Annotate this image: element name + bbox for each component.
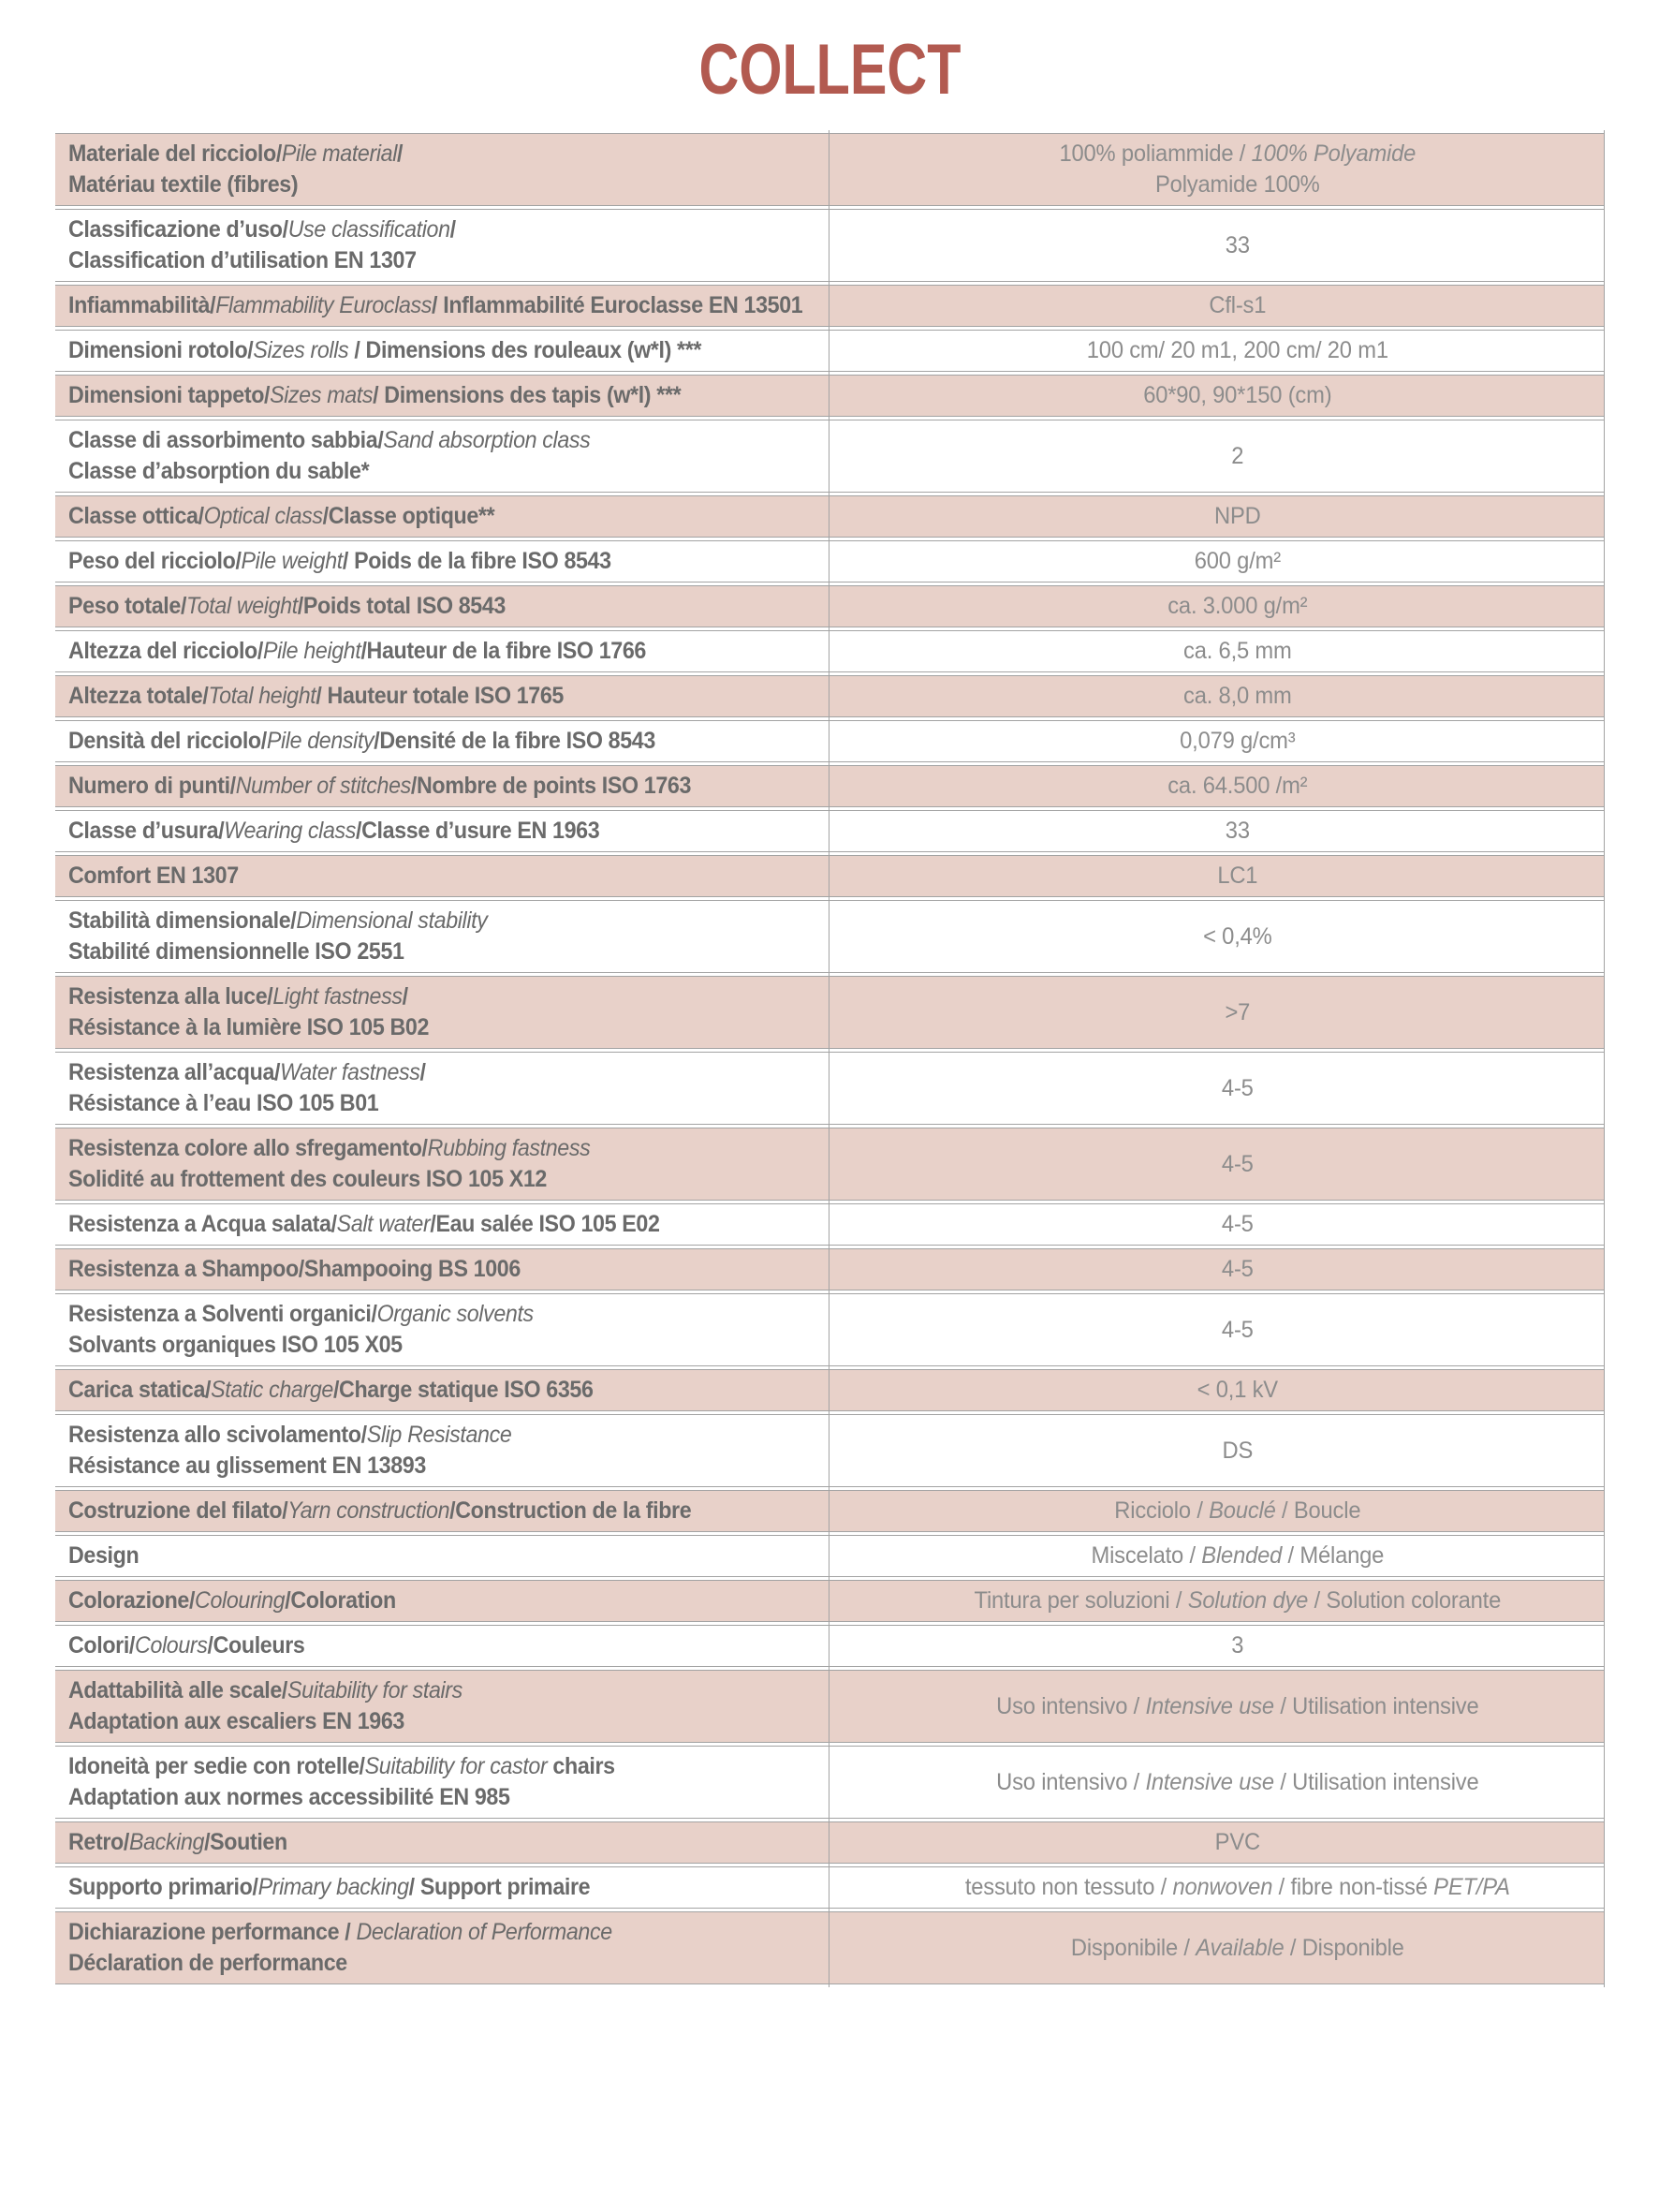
table-row — [55, 1128, 1605, 1201]
spec-label — [55, 855, 871, 897]
spec-line: Classe d’usura/Wearing class/Classe d’usure EN 1963 — [68, 818, 600, 844]
spec-line: Resistenza a Acqua salata/Salt water/Eau salée ISO 105 E02 — [68, 1211, 660, 1237]
spec-label — [55, 1625, 871, 1667]
spec-line: Dimensioni tappeto/Sizes mats/ Dimensions des tapis (w*l) *** — [68, 382, 682, 408]
table-row — [55, 1369, 1605, 1411]
spec-label — [55, 675, 871, 717]
spec-label — [55, 1414, 871, 1487]
spec-label — [55, 1866, 871, 1909]
spec-line: Peso totale/Total weight/Poids total ISO 8543 — [68, 593, 506, 619]
table-row — [55, 1248, 1605, 1290]
spec-line: Resistenza all’acqua/Water fastness/ — [68, 1059, 426, 1085]
spec-line: 60*90, 90*150 (cm) — [1143, 382, 1332, 408]
spec-line: Uso intensivo / Intensive use / Utilisation intensive — [996, 1768, 1479, 1795]
spec-label — [55, 1580, 871, 1622]
spec-line: Altezza totale/Total height/ Hauteur totale ISO 1765 — [68, 683, 564, 709]
table-row — [55, 285, 1605, 327]
spec-label — [55, 1052, 871, 1125]
spec-line: 33 — [1226, 231, 1251, 258]
table-row — [55, 209, 1605, 282]
spec-line: Stabilité dimensionnelle ISO 2551 — [68, 938, 404, 965]
spec-line: Costruzione del filato/Yarn construction/Construction de la fibre — [68, 1497, 692, 1524]
table-row — [55, 1625, 1605, 1667]
spec-line: Uso intensivo / Intensive use / Utilisation intensive — [996, 1692, 1479, 1719]
spec-line: ca. 3.000 g/m² — [1167, 593, 1308, 619]
spec-value — [871, 495, 1605, 538]
spec-line: Numero di punti/Number of stitches/Nombre de points ISO 1763 — [68, 773, 692, 799]
spec-label — [55, 1746, 871, 1819]
spec-line: 4-5 — [1222, 1211, 1255, 1237]
spec-line: 3 — [1231, 1632, 1244, 1659]
spec-line: Polyamide 100% — [1155, 171, 1320, 198]
spec-value — [871, 420, 1605, 493]
table-row — [55, 900, 1605, 973]
table-row — [55, 1821, 1605, 1864]
table-row — [55, 420, 1605, 493]
spec-line: Miscelato / Blended / Mélange — [1091, 1542, 1385, 1569]
spec-value — [871, 1293, 1605, 1366]
spec-line: Resistenza alla luce/Light fastness/ — [68, 983, 408, 1010]
spec-label — [55, 1203, 871, 1246]
spec-label — [55, 209, 871, 282]
spec-line: ca. 64.500 /m² — [1167, 773, 1308, 799]
spec-label — [55, 1821, 871, 1864]
spec-line: NPD — [1214, 503, 1261, 529]
spec-line: PVC — [1215, 1829, 1261, 1855]
spec-label — [55, 133, 871, 206]
spec-line: Dichiarazione performance / Declaration of Performance — [68, 1919, 612, 1945]
spec-line: 600 g/m² — [1195, 548, 1282, 574]
table-row — [55, 1490, 1605, 1532]
spec-line: Classe di assorbimento sabbia/Sand absorption class — [68, 427, 591, 453]
spec-value — [871, 1414, 1605, 1487]
spec-value — [871, 976, 1605, 1049]
spec-line: Idoneità per sedie con rotelle/Suitability for castor chairs — [68, 1753, 615, 1779]
spec-table — [55, 130, 1605, 1987]
spec-value — [871, 765, 1605, 807]
spec-value — [871, 1670, 1605, 1743]
spec-line: Résistance au glissement EN 13893 — [68, 1453, 426, 1479]
spec-value — [871, 720, 1605, 762]
table-row — [55, 1414, 1605, 1487]
spec-line: 100% poliammide / 100% Polyamide — [1059, 140, 1417, 167]
spec-line: Densità del ricciolo/Pile density/Densité de la fibre ISO 8543 — [68, 728, 655, 754]
spec-line: < 0,4% — [1203, 922, 1272, 950]
spec-line: Tintura per soluzioni / Solution dye / Solution colorante — [974, 1587, 1502, 1614]
table-row — [55, 1746, 1605, 1819]
spec-value — [871, 133, 1605, 206]
spec-line: Resistenza allo scivolamento/Slip Resistance — [68, 1422, 512, 1448]
spec-label — [55, 375, 871, 417]
spec-line: Supporto primario/Primary backing/ Support primaire — [68, 1874, 591, 1900]
spec-label — [55, 720, 871, 762]
spec-label — [55, 1911, 871, 1984]
spec-value — [871, 1866, 1605, 1909]
spec-line: Classification d’utilisation EN 1307 — [68, 247, 417, 273]
spec-line: Resistenza colore allo sfregamento/Rubbing fastness — [68, 1135, 591, 1161]
spec-line: Carica statica/Static charge/Charge statique ISO 6356 — [68, 1377, 594, 1403]
spec-label — [55, 1670, 871, 1743]
table-row — [55, 1535, 1605, 1577]
spec-value — [871, 330, 1605, 372]
table-row — [55, 1052, 1605, 1125]
spec-label — [55, 585, 871, 627]
table-row — [55, 675, 1605, 717]
table-row — [55, 976, 1605, 1049]
spec-label — [55, 1293, 871, 1366]
spec-line: Cfl-s1 — [1209, 292, 1267, 318]
spec-value — [871, 1490, 1605, 1532]
spec-value — [871, 540, 1605, 582]
spec-line: Résistance à la lumière ISO 105 B02 — [68, 1014, 430, 1040]
spec-value — [871, 1052, 1605, 1125]
spec-value — [871, 209, 1605, 282]
table-row — [55, 630, 1605, 672]
spec-value — [871, 1580, 1605, 1622]
table-row — [55, 375, 1605, 417]
table-row — [55, 720, 1605, 762]
spec-line: 0,079 g/cm³ — [1180, 728, 1296, 754]
spec-label — [55, 765, 871, 807]
spec-line: 4-5 — [1222, 1316, 1255, 1343]
spec-line: Altezza del ricciolo/Pile height/Hauteur de la fibre ISO 1766 — [68, 638, 646, 664]
spec-value — [871, 1821, 1605, 1864]
table-row — [55, 1670, 1605, 1743]
spec-line: Adaptation aux escaliers EN 1963 — [68, 1708, 404, 1734]
spec-line: 4-5 — [1222, 1150, 1255, 1177]
spec-value — [871, 675, 1605, 717]
spec-line: Resistenza a Solventi organici/Organic solvents — [68, 1301, 534, 1327]
spec-line: Matériau textile (fibres) — [68, 171, 299, 198]
spec-label — [55, 1369, 871, 1411]
spec-line: 33 — [1226, 818, 1251, 844]
table-row — [55, 133, 1605, 206]
spec-value — [871, 1535, 1605, 1577]
table-row — [55, 765, 1605, 807]
table-row — [55, 540, 1605, 582]
spec-label — [55, 495, 871, 538]
spec-line: Dimensioni rotolo/Sizes rolls / Dimensions des rouleaux (w*l) *** — [68, 337, 702, 363]
spec-table-body — [55, 133, 1605, 1984]
spec-line: Colori/Colours/Couleurs — [68, 1632, 305, 1659]
spec-line: 4-5 — [1222, 1256, 1255, 1282]
spec-line: 2 — [1231, 442, 1244, 469]
spec-line: ca. 8,0 mm — [1183, 683, 1292, 709]
table-row — [55, 1866, 1605, 1909]
spec-label — [55, 810, 871, 852]
spec-line: Ricciolo / Bouclé / Boucle — [1114, 1497, 1361, 1524]
table-row — [55, 810, 1605, 852]
spec-line: Classe d’absorption du sable* — [68, 458, 370, 484]
spec-line: Solvants organiques ISO 105 X05 — [68, 1332, 403, 1358]
spec-label — [55, 1490, 871, 1532]
spec-value — [871, 855, 1605, 897]
spec-table-wrap — [55, 130, 1605, 1987]
spec-line: Infiammabilità/Flammability Euroclass/ Inflammabilité Euroclasse EN 13501 — [68, 292, 803, 318]
spec-value — [871, 1248, 1605, 1290]
spec-label — [55, 1535, 871, 1577]
spec-line: Stabilità dimensionale/Dimensional stability — [68, 907, 488, 934]
spec-line: 100 cm/ 20 m1, 200 cm/ 20 m1 — [1087, 337, 1389, 363]
spec-line: ca. 6,5 mm — [1183, 638, 1292, 664]
spec-line: Comfort EN 1307 — [68, 863, 239, 889]
spec-value — [871, 1911, 1605, 1984]
spec-line: DS — [1222, 1437, 1254, 1464]
spec-value — [871, 1746, 1605, 1819]
table-row — [55, 855, 1605, 897]
spec-line: Adattabilità alle scale/Suitability for stairs — [68, 1677, 462, 1703]
table-row — [55, 585, 1605, 627]
table-row — [55, 1580, 1605, 1622]
spec-line: 4-5 — [1222, 1074, 1255, 1101]
spec-line: Retro/Backing/Soutien — [68, 1829, 287, 1855]
spec-value — [871, 1128, 1605, 1201]
spec-label — [55, 420, 871, 493]
spec-line: Design — [68, 1542, 139, 1569]
spec-line: tessuto non tessuto / nonwoven / fibre non-tissé PET/PA — [965, 1874, 1511, 1900]
spec-line: Resistenza a Shampoo/Shampooing BS 1006 — [68, 1256, 521, 1282]
spec-label — [55, 900, 871, 973]
spec-line: Peso del ricciolo/Pile weight/ Poids de la fibre ISO 8543 — [68, 548, 611, 574]
spec-line: LC1 — [1217, 863, 1258, 889]
spec-line: >7 — [1225, 998, 1251, 1025]
spec-line: Materiale del ricciolo/Pile material/ — [68, 140, 404, 167]
spec-value — [871, 1625, 1605, 1667]
spec-label — [55, 1128, 871, 1201]
spec-value — [871, 810, 1605, 852]
spec-line: Solidité au frottement des couleurs ISO 105 X12 — [68, 1166, 547, 1192]
spec-line: Adaptation aux normes accessibilité EN 985 — [68, 1784, 510, 1810]
table-row — [55, 1911, 1605, 1984]
spec-line: Colorazione/Colouring/Coloration — [68, 1587, 396, 1614]
spec-value — [871, 1203, 1605, 1246]
table-row — [55, 1293, 1605, 1366]
spec-value — [871, 1369, 1605, 1411]
spec-line: < 0,1 kV — [1197, 1377, 1279, 1403]
spec-value — [871, 375, 1605, 417]
spec-line: Résistance à l’eau ISO 105 B01 — [68, 1090, 379, 1116]
spec-label — [55, 540, 871, 582]
spec-value — [871, 900, 1605, 973]
page-title: COLLECT — [698, 30, 962, 110]
spec-line: Disponibile / Available / Disponible — [1071, 1934, 1405, 1961]
spec-label — [55, 330, 871, 372]
spec-label — [55, 630, 871, 672]
spec-line: Classe ottica/Optical class/Classe optique** — [68, 503, 495, 529]
spec-label — [55, 976, 871, 1049]
table-row — [55, 330, 1605, 372]
spec-value — [871, 285, 1605, 327]
spec-line: Classificazione d’uso/Use classification/ — [68, 216, 456, 243]
spec-value — [871, 630, 1605, 672]
table-row — [55, 1203, 1605, 1246]
spec-label — [55, 1248, 871, 1290]
spec-value — [871, 585, 1605, 627]
table-row — [55, 495, 1605, 538]
spec-label — [55, 285, 871, 327]
spec-line: Déclaration de performance — [68, 1950, 347, 1976]
